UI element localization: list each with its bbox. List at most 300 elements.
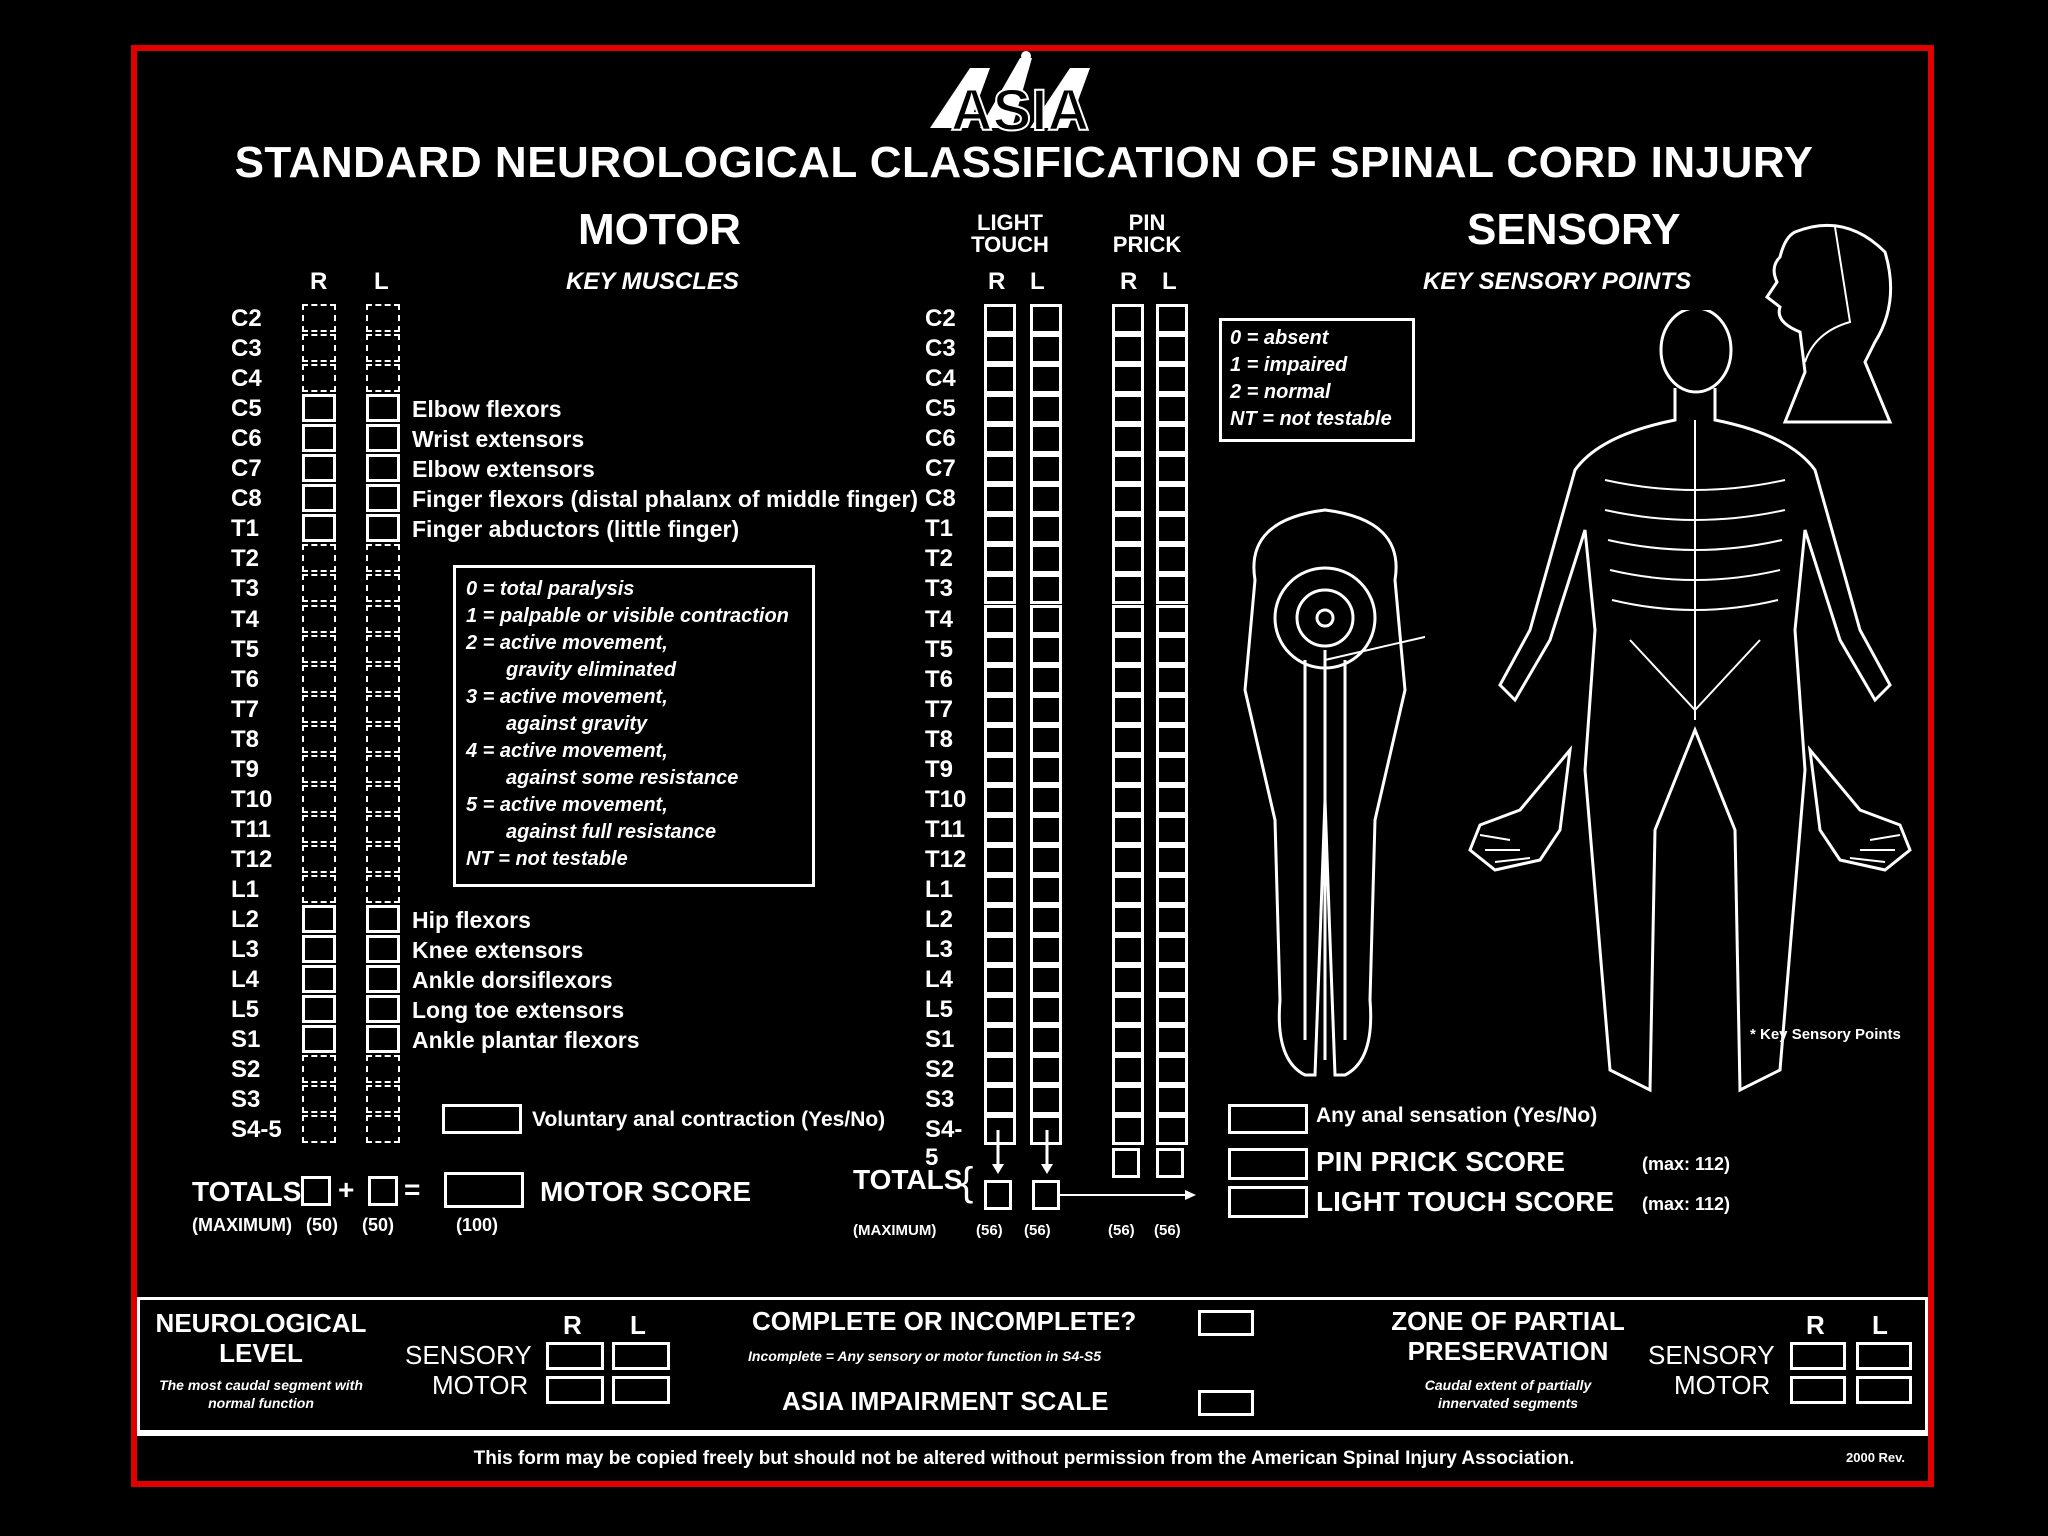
lt-l-box[interactable] [1030,304,1062,334]
motor-r-header: R [310,268,328,295]
lt-l-box[interactable] [1030,574,1062,604]
pp-l-box[interactable] [1156,665,1188,695]
lt-l-box[interactable] [1030,845,1062,875]
motor-l-box[interactable] [366,334,400,362]
lt-l-box[interactable] [1030,635,1062,665]
sensory-segment-label: T5 [925,635,954,663]
lt-r-box[interactable] [984,905,1016,935]
lt-l-box[interactable] [1030,424,1062,454]
anal-sensation-label: Any anal sensation (Yes/No) [1316,1104,1598,1127]
lt-r-box[interactable] [984,1085,1016,1115]
motor-segment-label: L2 [231,906,260,933]
pp-total-l-box[interactable] [1156,1148,1184,1178]
pp-max: (max: 112) [1642,1154,1731,1174]
motor-max-label: (MAXIMUM) [192,1215,292,1235]
lt-r-box[interactable] [984,454,1016,484]
motor-segment-label: T11 [231,815,272,843]
motor-legend-line: 5 = active movement, [466,794,668,816]
zpp-sensory-label: SENSORY [1648,1340,1775,1370]
motor-total-r-box[interactable] [301,1176,331,1206]
lt-r-box[interactable] [984,574,1016,604]
sensory-max-label: (MAXIMUM) [853,1222,937,1239]
sensory-legend-line: NT = not testable [1230,408,1392,430]
motor-r-box[interactable] [302,785,336,813]
pp-l-box[interactable] [1156,845,1188,875]
lt-r-box[interactable] [984,785,1016,815]
sensory-segment-label: C7 [925,455,956,483]
key-muscle-label: Finger flexors (distal phalanx of middle finger) [412,486,919,513]
lt-l-box[interactable] [1030,364,1062,394]
lt-l-box[interactable] [1030,605,1062,635]
sensory-segment-label: T1 [925,515,954,543]
lt-l-box[interactable] [1030,725,1062,755]
pp-l-box[interactable] [1156,965,1188,995]
motor-segment-label: T8 [231,725,260,753]
motor-segment-label: L5 [231,996,260,1024]
lt-l-box[interactable] [1030,334,1062,364]
sensory-segment-label: L5 [925,996,954,1024]
lt-r-box[interactable] [984,995,1016,1025]
motor-l-box[interactable] [366,514,400,542]
lt-l-box[interactable] [1030,544,1062,574]
key-muscle-label: Hip flexors [412,907,531,933]
motor-segment-label: T10 [231,785,273,813]
lt-total-r-box[interactable] [984,1180,1012,1210]
sensory-heading: SENSORY [1467,205,1681,254]
neuro-l-header: L [630,1310,646,1340]
motor-segment-label: C8 [231,485,262,513]
pp-r-box[interactable] [1112,995,1144,1025]
lt-l-box[interactable] [1030,454,1062,484]
lt-r-box[interactable] [984,815,1016,845]
zpp-sensory-r-box[interactable] [1790,1342,1846,1370]
pp-l-header: L [1162,268,1177,295]
motor-r-box[interactable] [302,995,336,1023]
motor-score-label: MOTOR SCORE [540,1176,752,1207]
motor-r-box[interactable] [302,484,336,512]
neurological-level-label: NEUROLOGICAL LEVEL [155,1308,367,1368]
sensory-legend-line: 1 = impaired [1230,354,1348,376]
motor-legend-line: gravity eliminated [506,659,677,681]
motor-l-box[interactable] [366,454,400,482]
zpp-sensory-l-box[interactable] [1856,1342,1912,1370]
pp-r-box[interactable] [1112,334,1144,364]
sensory-segment-label: T9 [925,755,954,783]
motor-l-header: L [374,268,389,295]
lt-r-box[interactable] [984,424,1016,454]
key-muscle-label: Elbow extensors [412,456,595,483]
neuro-r-header: R [563,1310,582,1340]
lt-l-box[interactable] [1030,484,1062,514]
motor-segment-label: C3 [231,335,262,363]
sensory-segment-label: C8 [925,485,956,513]
sensory-segment-label: L2 [925,906,954,933]
footer-notice: This form may be copied freely but should not be altered without permission from the American Spinal Injury Association. [473,1448,1575,1469]
neuro-motor-l-box[interactable] [612,1376,670,1404]
right-hand-diagram [1800,740,1920,880]
pp-r-box[interactable] [1112,364,1144,394]
motor-score-box[interactable] [444,1172,524,1208]
lt-r-box[interactable] [984,544,1016,574]
motor-segment-label: T4 [231,605,260,633]
sensory-max-val: (56) [1024,1222,1051,1239]
motor-l-box[interactable] [366,1085,400,1113]
sensory-segment-label: T11 [925,815,966,843]
pp-l-box[interactable] [1156,1025,1188,1055]
pp-l-box[interactable] [1156,755,1188,785]
pp-l-box[interactable] [1156,815,1188,845]
pin-prick-score-label: PIN PRICK SCORE [1316,1146,1565,1177]
pp-r-box[interactable] [1112,785,1144,815]
sensory-max-val: (56) [976,1222,1003,1239]
motor-r-box[interactable] [302,1085,336,1113]
motor-l-box[interactable] [366,875,400,903]
left-hand-diagram [1460,740,1580,880]
motor-max-r: (50) [306,1215,339,1235]
lt-r-box[interactable] [984,484,1016,514]
motor-r-box[interactable] [302,394,336,422]
lt-r-box[interactable] [984,755,1016,785]
lt-r-box[interactable] [984,394,1016,424]
pp-r-box[interactable] [1112,635,1144,665]
motor-segment-label: L1 [231,875,260,903]
pp-r-box[interactable] [1112,845,1144,875]
motor-segment-label: C5 [231,395,262,423]
motor-l-box[interactable] [366,574,400,602]
pp-r-box[interactable] [1112,574,1144,604]
pp-l-box[interactable] [1156,935,1188,965]
vac-label: Voluntary anal contraction (Yes/No) [532,1108,886,1131]
motor-legend-line: 1 = palpable or visible contraction [466,605,789,627]
pp-r-box[interactable] [1112,815,1144,845]
motor-r-box[interactable] [302,424,336,452]
pp-l-box[interactable] [1156,304,1188,334]
zpp-motor-l-box[interactable] [1856,1376,1912,1404]
pp-r-box[interactable] [1112,304,1144,334]
motor-r-box[interactable] [302,454,336,482]
lt-r-box[interactable] [984,364,1016,394]
key-sensory-points-note: * Key Sensory Points [1750,1026,1901,1043]
motor-segment-label: C4 [231,365,262,393]
motor-segment-label: T12 [231,845,273,873]
lt-l-box[interactable] [1030,995,1062,1025]
motor-l-box[interactable] [366,394,400,422]
lt-l-box[interactable] [1030,514,1062,544]
motor-segment-label: C2 [231,305,262,332]
pp-r-box[interactable] [1112,514,1144,544]
perineum-legs-diagram [1225,500,1425,1090]
lt-l-box[interactable] [1030,875,1062,905]
motor-l-box[interactable] [366,544,400,572]
pp-l-box[interactable] [1156,334,1188,364]
motor-l-box[interactable] [366,995,400,1023]
neuro-motor-label: MOTOR [432,1370,529,1400]
motor-l-box[interactable] [366,1055,400,1083]
sensory-max-val: (56) [1154,1222,1181,1239]
pp-l-box[interactable] [1156,424,1188,454]
pp-l-box[interactable] [1156,995,1188,1025]
pp-l-box[interactable] [1156,695,1188,725]
lt-l-box[interactable] [1030,665,1062,695]
lt-l-box[interactable] [1030,905,1062,935]
motor-legend-line: against full resistance [506,821,717,843]
lt-l-box[interactable] [1030,755,1062,785]
revision-label: 2000 Rev. [1846,1450,1906,1465]
pp-r-box[interactable] [1112,755,1144,785]
motor-segment-label: S2 [231,1056,261,1084]
pp-total-r-box[interactable] [1112,1148,1140,1178]
motor-segment-label: T9 [231,755,260,783]
lt-total-l-box[interactable] [1032,1180,1060,1210]
motor-r-box[interactable] [302,845,336,873]
sensory-segment-label: T2 [925,545,954,573]
pp-r-box[interactable] [1112,1055,1144,1085]
sensory-segment-label: T10 [925,785,967,813]
light-touch-score-box[interactable] [1228,1186,1308,1218]
motor-plus: + [338,1174,355,1205]
sensory-segment-label: C2 [925,305,956,332]
motor-l-box[interactable] [366,845,400,873]
motor-r-box[interactable] [302,815,336,843]
lt-l-header: L [1030,268,1045,295]
lt-r-box[interactable] [984,695,1016,725]
motor-l-box[interactable] [366,605,400,633]
sensory-segment-label: T8 [925,725,954,753]
motor-r-box[interactable] [302,695,336,723]
zpp-motor-r-box[interactable] [1790,1376,1846,1404]
sensory-segment-label: L3 [925,936,954,964]
motor-l-box[interactable] [366,304,400,332]
neuro-sensory-label: SENSORY [405,1340,532,1370]
lt-l-box[interactable] [1030,935,1062,965]
lt-r-box[interactable] [984,334,1016,364]
motor-legend-line: 2 = active movement, [466,632,668,654]
neuro-sensory-l-box[interactable] [612,1342,670,1370]
motor-segment-label: L3 [231,936,260,964]
motor-r-box[interactable] [302,574,336,602]
key-muscle-label: Ankle dorsiflexors [412,967,613,994]
lt-r-box[interactable] [984,1055,1016,1085]
motor-l-box[interactable] [366,364,400,392]
lt-max: (max: 112) [1642,1194,1731,1214]
motor-r-box[interactable] [302,875,336,903]
sensory-legend-line: 0 = absent [1230,327,1329,349]
pp-r-box[interactable] [1112,695,1144,725]
sensory-segment-label: C6 [925,425,956,453]
lt-r-box[interactable] [984,965,1016,995]
motor-r-box[interactable] [302,725,336,753]
sensory-grade-legend [1219,318,1415,442]
motor-l-box[interactable] [366,935,400,963]
lt-r-box[interactable] [984,1025,1016,1055]
vac-input-box[interactable] [442,1104,522,1134]
pp-l-box[interactable] [1156,725,1188,755]
key-muscle-label: Ankle plantar flexors [412,1027,640,1054]
motor-l-box[interactable] [366,1025,400,1053]
sensory-legend-line: 2 = normal [1230,381,1331,403]
lt-r-box[interactable] [984,875,1016,905]
motor-segment-label: T1 [231,515,260,543]
motor-max-total: (100) [456,1215,499,1235]
sensory-segment-label: T4 [925,605,954,633]
motor-r-box[interactable] [302,935,336,963]
pp-r-box[interactable] [1112,424,1144,454]
motor-total-l-box[interactable] [368,1176,398,1206]
pp-r-box[interactable] [1112,484,1144,514]
motor-l-box[interactable] [366,424,400,452]
motor-legend-line: 4 = active movement, [466,740,668,762]
pin-prick-score-box[interactable] [1228,1148,1308,1180]
light-touch-heading: LIGHT TOUCH [971,210,1049,257]
motor-legend-line: against some resistance [506,767,739,789]
lt-r-box[interactable] [984,304,1016,334]
light-touch-score-label: LIGHT TOUCH SCORE [1316,1186,1615,1217]
motor-l-box[interactable] [366,905,400,933]
motor-l-box[interactable] [366,755,400,783]
pp-l-box[interactable] [1156,514,1188,544]
pp-r-box[interactable] [1112,394,1144,424]
pp-l-box[interactable] [1156,394,1188,424]
motor-l-box[interactable] [366,965,400,993]
pp-r-box[interactable] [1112,665,1144,695]
lt-l-box[interactable] [1030,815,1062,845]
pp-r-box[interactable] [1112,544,1144,574]
motor-r-box[interactable] [302,1025,336,1053]
pp-r-box[interactable] [1112,1025,1144,1055]
form-title: STANDARD NEUROLOGICAL CLASSIFICATION OF SPINAL CORD INJURY [234,138,1814,187]
impairment-scale-label: ASIA IMPAIRMENT SCALE [782,1386,1109,1416]
lt-r-box[interactable] [984,514,1016,544]
neuro-sensory-r-box[interactable] [546,1342,604,1370]
motor-l-box[interactable] [366,815,400,843]
lt-r-box[interactable] [984,635,1016,665]
lt-r-header: R [988,268,1006,295]
lt-l-box[interactable] [1030,695,1062,725]
pp-r-header: R [1120,268,1138,295]
motor-r-box[interactable] [302,334,336,362]
sensory-segment-label: T6 [925,665,954,693]
pp-l-box[interactable] [1156,875,1188,905]
motor-r-box[interactable] [302,1115,336,1143]
motor-segment-label: T5 [231,635,260,663]
motor-segment-label: S1 [231,1026,261,1054]
lt-r-box[interactable] [984,605,1016,635]
sensory-segment-label: T12 [925,845,967,873]
pp-l-box[interactable] [1156,454,1188,484]
key-muscles-label: KEY MUSCLES [566,268,739,295]
pp-l-box[interactable] [1156,635,1188,665]
pp-r-box[interactable] [1112,605,1144,635]
pp-l-box[interactable] [1156,1085,1188,1115]
lt-l-box[interactable] [1030,1025,1062,1055]
motor-l-box[interactable] [366,484,400,512]
pp-l-box[interactable] [1156,574,1188,604]
motor-segment-label: S3 [231,1086,261,1114]
lt-l-box[interactable] [1030,965,1062,995]
motor-r-box[interactable] [302,514,336,542]
lt-l-box[interactable] [1030,1055,1062,1085]
sensory-segment-label: S4-5 [925,1116,963,1172]
pp-l-box[interactable] [1156,605,1188,635]
neuro-motor-r-box[interactable] [546,1376,604,1404]
motor-grade-legend [453,565,815,887]
anal-sensation-box[interactable] [1228,1104,1308,1134]
motor-l-box[interactable] [366,635,400,663]
motor-segment-label: C6 [231,425,262,453]
complete-box[interactable] [1198,1310,1254,1336]
motor-r-box[interactable] [302,905,336,933]
motor-r-box[interactable] [302,665,336,693]
motor-segment-label: L4 [231,966,260,994]
motor-l-box[interactable] [366,665,400,693]
pp-l-box[interactable] [1156,1055,1188,1085]
pp-r-box[interactable] [1112,454,1144,484]
motor-r-box[interactable] [302,755,336,783]
pp-l-box[interactable] [1156,785,1188,815]
pp-r-box[interactable] [1112,935,1144,965]
lt-r-box[interactable] [984,845,1016,875]
lt-r-box[interactable] [984,665,1016,695]
zpp-r-header: R [1806,1310,1825,1340]
pp-r-box[interactable] [1112,1085,1144,1115]
pp-r-box[interactable] [1112,875,1144,905]
motor-segment-label: T2 [231,545,260,573]
pp-l-box[interactable] [1156,484,1188,514]
zpp-l-header: L [1872,1310,1888,1340]
motor-max-l: (50) [362,1215,395,1235]
motor-l-box[interactable] [366,695,400,723]
motor-totals-label: TOTALS [192,1176,302,1207]
zpp-motor-label: MOTOR [1674,1370,1771,1400]
pp-l-box[interactable] [1156,544,1188,574]
totals-brace: { [960,1160,974,1204]
motor-r-box[interactable] [302,965,336,993]
lt-l-box[interactable] [1030,1085,1062,1115]
motor-l-box[interactable] [366,1115,400,1143]
motor-l-box[interactable] [366,725,400,753]
motor-legend-line: NT = not testable [466,848,628,870]
pp-l-box[interactable] [1156,364,1188,394]
zpp-label: ZONE OF PARTIAL PRESERVATION [1391,1306,1625,1366]
motor-r-box[interactable] [302,635,336,663]
impairment-scale-box[interactable] [1198,1390,1254,1416]
complete-question: COMPLETE OR INCOMPLETE? [752,1306,1137,1336]
pp-r-box[interactable] [1112,725,1144,755]
motor-equals: = [404,1174,421,1205]
motor-r-box[interactable] [302,1055,336,1083]
motor-r-box[interactable] [302,605,336,633]
sensory-segment-label: L1 [925,875,954,903]
sensory-segment-label: S2 [925,1056,955,1084]
lt-r-box[interactable] [984,935,1016,965]
asia-logo [920,50,1120,140]
lt-l-box[interactable] [1030,785,1062,815]
pp-r-box[interactable] [1112,905,1144,935]
lt-l-box[interactable] [1030,394,1062,424]
lt-r-box[interactable] [984,725,1016,755]
motor-r-box[interactable] [302,304,336,332]
pp-r-box[interactable] [1112,965,1144,995]
sensory-max-val: (56) [1108,1222,1135,1239]
key-muscle-label: Long toe extensors [412,997,625,1024]
neurological-level-note: The most caudal segment with normal function [159,1377,363,1411]
sensory-segment-label: T3 [925,575,954,603]
motor-r-box[interactable] [302,364,336,392]
motor-r-box[interactable] [302,544,336,572]
pp-l-box[interactable] [1156,905,1188,935]
key-muscle-label: Wrist extensors [412,426,585,453]
motor-l-box[interactable] [366,785,400,813]
